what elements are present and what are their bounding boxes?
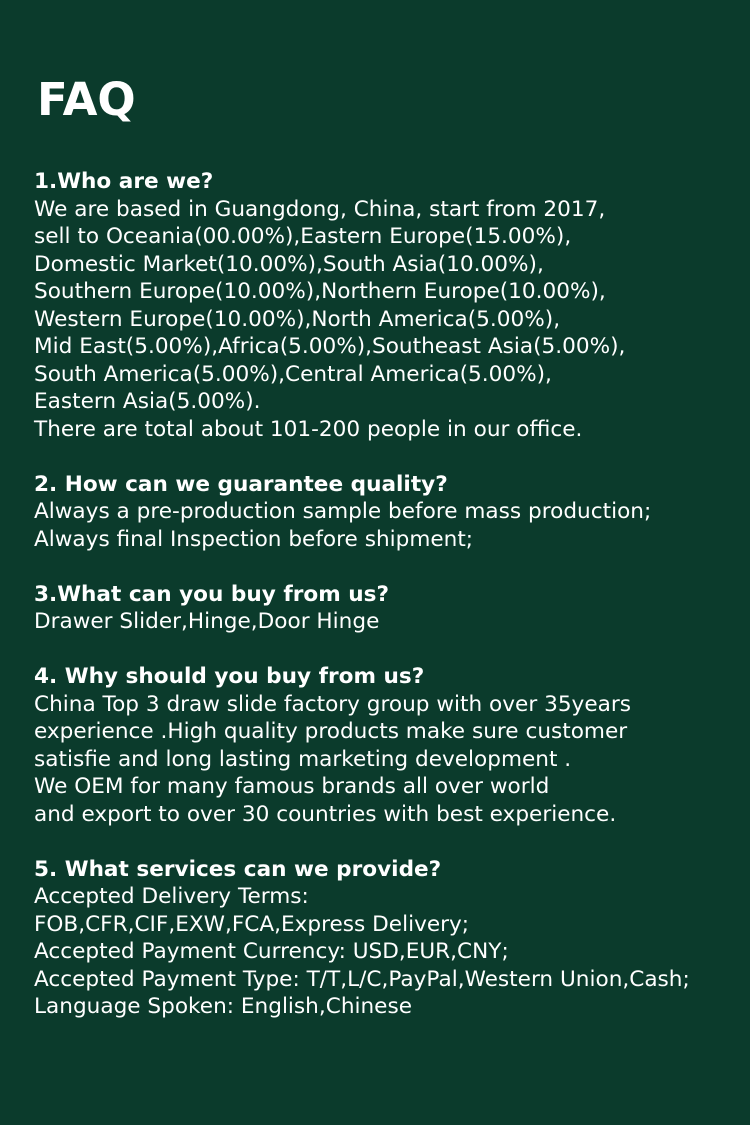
faq-answer-line: We are based in Guangdong, China, start from 2017,	[34, 196, 606, 222]
faq-item-quality	[34, 471, 746, 554]
faq-answer-line: Mid East(5.00%),Africa(5.00%),Southeast Asia(5.00%),	[34, 334, 626, 359]
faq-answer-line: Accepted Payment Type: T/T,L/C,PayPal,Western Union,Cash;	[34, 966, 690, 992]
faq-answer-line: We OEM for many famous brands all over world	[34, 774, 550, 799]
faq-answer-line: Language Spoken: English,Chinese	[34, 994, 413, 1019]
faq-item-why-us	[34, 663, 746, 828]
faq-answer-line: China Top 3 draw slide factory group with over 35years	[34, 691, 631, 717]
faq-item-who-are-we	[34, 168, 746, 443]
faq-answer-line: sell to Oceania(00.00%),Eastern Europe(15.00%),	[34, 224, 572, 249]
faq-question: 4. Why should you buy from us?	[34, 664, 425, 689]
faq-answer-line: satisfie and long lasting marketing development .	[34, 746, 572, 772]
faq-question: 5. What services can we provide?	[34, 856, 442, 882]
faq-item-services	[34, 856, 746, 1021]
faq-answer-line: Accepted Payment Currency: USD,EUR,CNY;	[34, 939, 509, 964]
faq-answer-line: Always final Inspection before shipment;	[34, 526, 474, 552]
faq-answer-line: Domestic Market(10.00%),South Asia(10.00%),	[34, 251, 544, 277]
faq-item-products	[34, 581, 746, 636]
faq-answer-line: experience .High quality products make sure customer	[34, 719, 628, 744]
faq-answer-line: Western Europe(10.00%),North America(5.00%),	[34, 306, 561, 332]
faq-answer-line: Eastern Asia(5.00%).	[34, 389, 261, 414]
faq-answer-line: Drawer Slider,Hinge,Door Hinge	[34, 609, 380, 634]
faq-answer-line: Always a pre-production sample before mass production;	[34, 499, 652, 524]
faq-answer-line: Southern Europe(10.00%),Northern Europe(10.00%),	[34, 279, 606, 304]
faq-question: 3.What can you buy from us?	[34, 581, 389, 607]
faq-answer-line: There are total about 101-200 people in our office.	[34, 416, 583, 442]
faq-answer-line: and export to over 30 countries with best experience.	[34, 801, 617, 827]
faq-answer-line: South America(5.00%),Central America(5.00%),	[34, 361, 552, 387]
faq-answer-line: Accepted Delivery Terms:	[34, 884, 309, 909]
faq-list	[34, 168, 746, 1048]
page-title: FAQ	[37, 73, 136, 126]
faq-answer-line: FOB,CFR,CIF,EXW,FCA,Express Delivery;	[34, 911, 470, 937]
faq-question: 1.Who are we?	[34, 169, 214, 194]
faq-question: 2. How can we guarantee quality?	[34, 471, 448, 497]
